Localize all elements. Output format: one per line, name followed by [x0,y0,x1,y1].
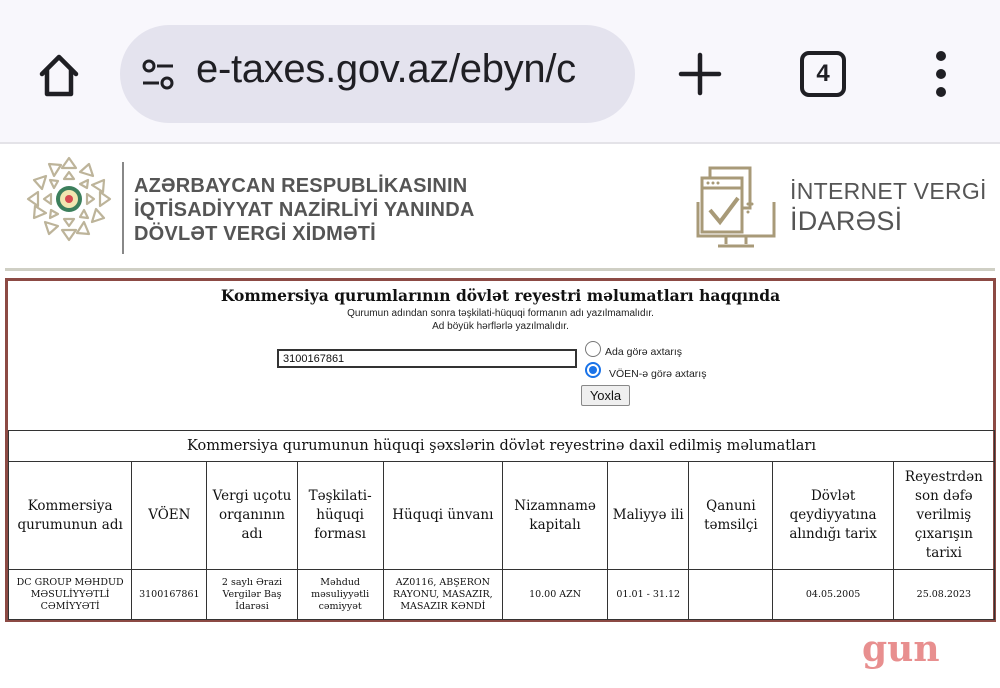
search-by-name-radio[interactable] [585,341,601,357]
cell-legal-address: AZ0116, ABŞERON RAYONU, MASAZIR, MASAZIR KƏNDİ [383,570,502,620]
table-header-row [9,462,995,570]
ministry-line-3: DÖVLƏT VERGİ XİDMƏTİ [134,223,376,245]
url-text[interactable]: e-taxes.gov.az/ebyn/c [196,47,576,91]
cell-legal-form: Məhdud məsuliyyətli cəmiyyət [297,570,383,620]
address-bar[interactable] [120,25,635,123]
cell-fiscal-year: 01.01 - 31.12 [608,570,689,620]
ministry-line-1: AZƏRBAYCAN RESPUBLİKASININ [134,175,468,197]
cell-registration-date: 04.05.2005 [773,570,893,620]
home-icon[interactable] [34,50,84,100]
site-settings-icon[interactable] [140,57,176,93]
table-row [9,570,995,620]
cell-company-name: DC GROUP MƏHDUD MƏSULİYYƏTLİ CƏMİYYƏTİ [9,570,132,620]
ministry-name [134,174,475,246]
tab-switcher-icon[interactable]: 4 [800,51,846,97]
watermark: gun [862,628,940,670]
column-header-registration-date: Dövlət qeydiyyatına alındığı tarix [773,462,893,570]
portal-line-1: İNTERNET VERGİ [790,178,987,204]
ministry-line-2: İQTİSADİYYAT NAZİRLİYİ YANINDA [134,199,475,221]
internet-tax-office-monitor-check-icon[interactable] [696,164,776,252]
column-header-fiscal-year: Maliyyə ili [608,462,689,570]
registry-results-table [8,430,995,620]
column-header-charter-capital: Nizamnamə kapitalı [502,462,607,570]
header-divider [122,162,124,254]
column-header-legal-form: Təşkilati-hüquqi forması [297,462,383,570]
cell-voen: 3100167861 [132,570,207,620]
column-header-legal-representative: Qanuni təmsilçi [689,462,773,570]
search-by-name-label[interactable]: Ada görə axtarış [605,346,683,358]
state-tax-service-emblem-icon [24,154,114,244]
registry-search-panel [5,278,996,622]
column-header-voen: VÖEN [132,462,207,570]
cell-charter-capital: 10.00 AZN [502,570,607,620]
cell-last-extract-date: 25.08.2023 [893,570,994,620]
search-input[interactable] [277,349,577,368]
new-tab-plus-icon[interactable] [677,51,723,97]
internet-tax-office-title[interactable] [790,176,987,236]
form-title: Kommersiya qurumlarının dövlət reyestri məlumatları haqqında [220,286,781,305]
cell-legal-representative [689,570,773,620]
site-header [0,146,1000,270]
search-by-voen-label[interactable]: VÖEN-ə görə axtarış [609,368,707,380]
form-note-2: Ad böyük hərflərlə yazılmalıdır. [432,321,569,332]
column-header-legal-address: Hüquqi ünvanı [383,462,502,570]
browser-toolbar [0,0,1000,144]
more-menu-icon[interactable] [930,50,952,98]
table-caption-row [9,431,995,462]
portal-line-2: İDARƏSİ [790,206,903,236]
cell-tax-office: 2 saylı Ərazi Vergilər Baş İdarəsi [207,570,297,620]
search-by-voen-radio[interactable] [585,362,601,378]
column-header-tax-office: Vergi uçotu orqanının adı [207,462,297,570]
column-header-last-extract-date: Reyestrdən son dəfə verilmiş çıxarışın tarixi [893,462,994,570]
check-button[interactable]: Yoxla [581,385,630,406]
column-header-company-name: Kommersiya qurumunun adı [9,462,132,570]
table-caption: Kommersiya qurumunun hüquqi şəxslərin dövlət reyestrinə daxil edilmiş məlumatları [9,431,995,462]
form-note-1: Qurumun adından sonra təşkilati-hüquqi formanın adı yazılmamalıdır. [347,308,654,319]
header-rule [5,268,995,271]
